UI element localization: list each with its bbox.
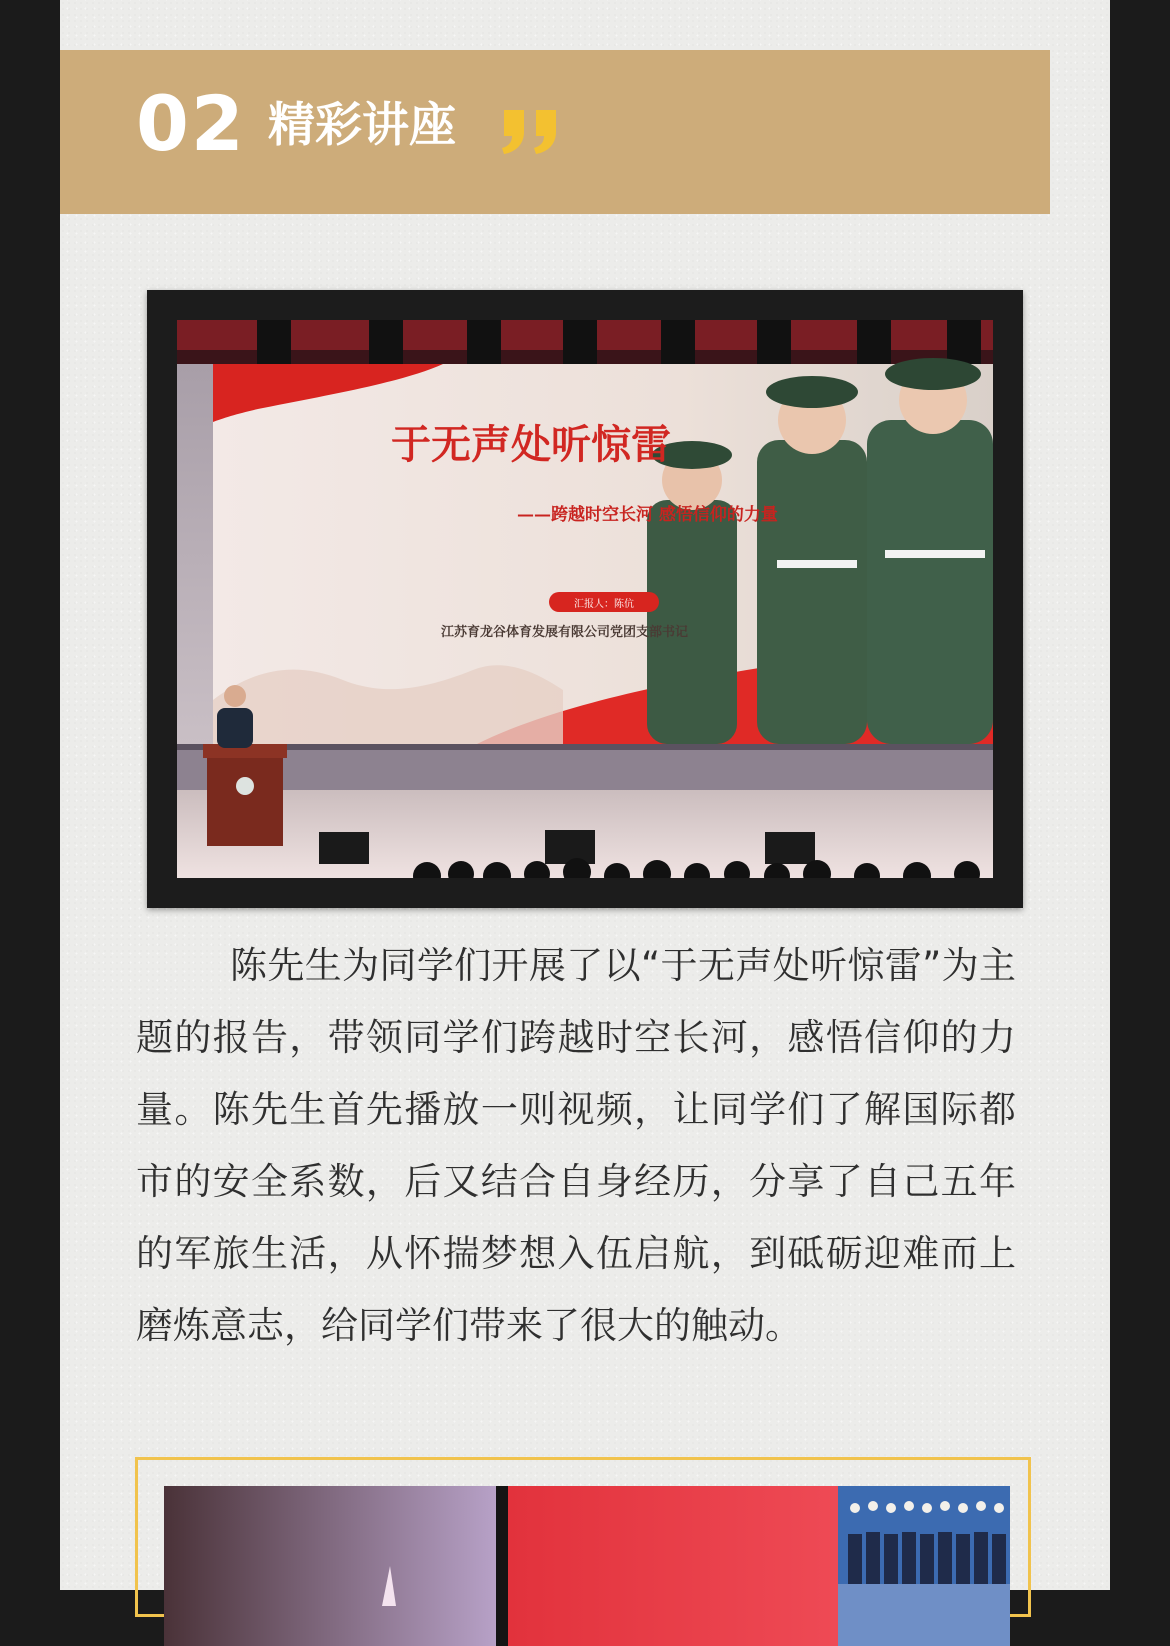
slide-org: 江苏育龙谷体育发展有限公司党团支部书记 — [441, 625, 689, 640]
lecture-photo — [177, 320, 993, 878]
slide-subtitle: ——跨越时空长河 感悟信仰的力量 — [517, 505, 778, 525]
closing-quote-icon — [500, 108, 562, 156]
article-page — [60, 0, 1110, 1590]
event-photo — [164, 1486, 1010, 1646]
lecture-photo-frame — [147, 290, 1023, 908]
section-title: 精彩讲座 — [268, 98, 456, 153]
article-paragraph: 陈先生为同学们开展了以“于无声处听惊雷”为主题的报告，带领同学们跨越时空长河，感悟信仰的力量。陈先生首先播放一则视频，让同学们了解国际都市的安全系数，后又结合自身经历，分享了自己五年的军旅生活，从怀揣梦想入伍启航，到砥砺迎难而上磨炼意志，给同学们带来了很大的触动。 — [136, 944, 1016, 1347]
section-number: 02 — [136, 79, 246, 168]
slide-reporter-badge: 汇报人：陈伉 — [574, 599, 634, 610]
slide-title: 于无声处听惊雷 — [391, 421, 671, 468]
gold-photo-frame — [135, 1457, 1031, 1617]
